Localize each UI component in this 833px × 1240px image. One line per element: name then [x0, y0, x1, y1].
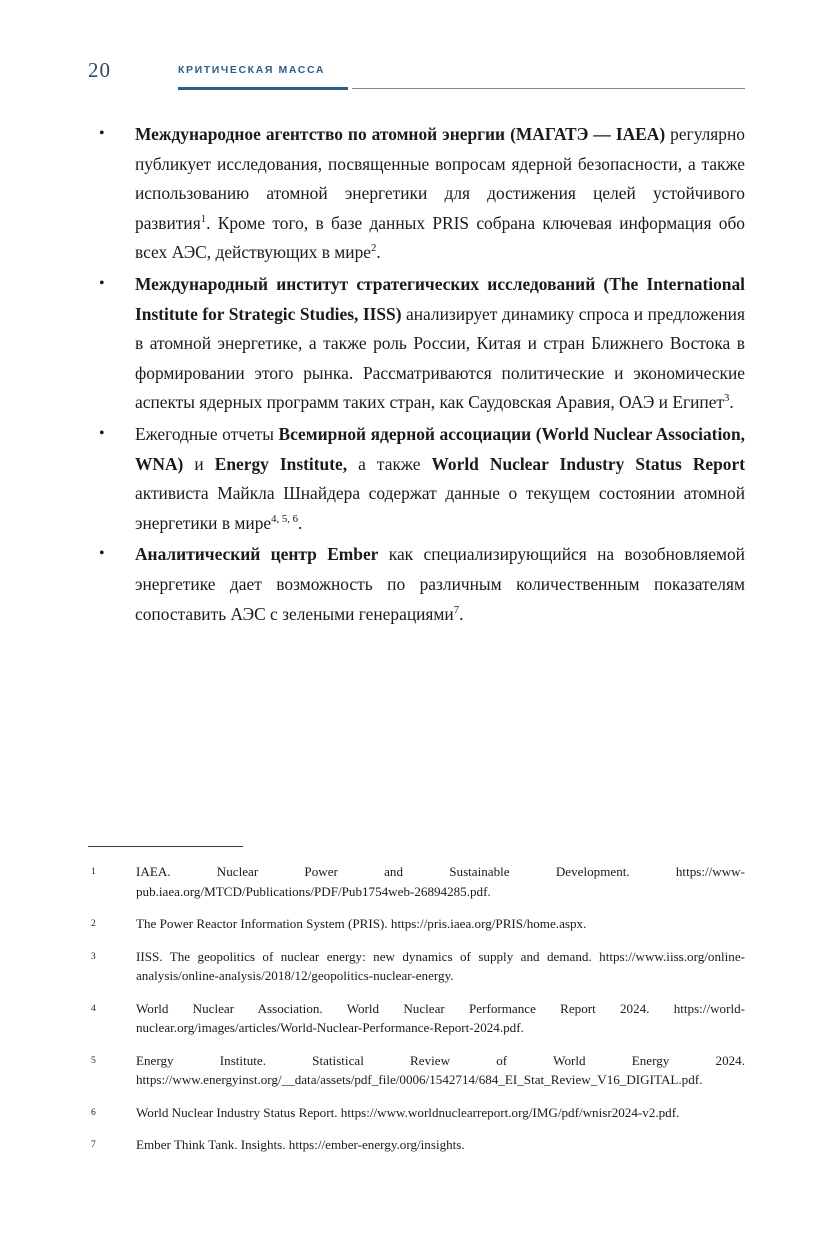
- list-item: • Ежегодные отчеты Всемирной ядерной ассоциации (World Nuclear Association, WNA) и Energy Institute, а также World Nuclear Industry Status Report активиста Майкла Шнайдера содержат данные о текущем состоянии атомной энергетики в мире$^{4, 5, 6}$.: [88, 420, 745, 538]
- footnote-text: The Power Reactor Information System (PRIS). https://pris.iaea.org/PRIS/home.aspx.: [136, 916, 587, 931]
- list-item: • Международный институт стратегических исследований (The International Institute for Strategic Studies, IISS) анализирует динамику спроса и предложения в атомной энергетике, а также роль России, Китая и стран Ближнего Востока в формировании этого рынка. Рассматриваются политические и экономические аспекты ядерных программ таких стран, как Саудовская Аравия, ОАЭ и Египет$^3$.: [88, 270, 745, 418]
- footnote-marker: 6: [91, 1107, 96, 1118]
- footnote-item: [88, 1051, 745, 1090]
- header-rule-accent: [178, 87, 348, 90]
- footnote-text: IAEA. Nuclear Power and Sustainable Development. https://www-pub.iaea.org/MTCD/Publications/PDF/Pub1754web-26894285.pdf.: [136, 864, 745, 899]
- footnote-text: IISS. The geopolitics of nuclear energy: new dynamics of supply and demand. https://www.iiss.org/online-analysis/online-analysis/2018/12/geopolitics-nuclear-energy.: [136, 948, 745, 983]
- footnote-marker: 2: [91, 919, 96, 929]
- header-rule-line: [352, 88, 745, 89]
- footnote-text: Ember Think Tank. Insights. https://ember-energy.org/insights.: [136, 1137, 465, 1152]
- running-title: КРИТИЧЕСКАЯ МАССА: [178, 64, 326, 76]
- page-header: [88, 58, 745, 92]
- main-content: [88, 120, 745, 631]
- footnote-list: [88, 862, 745, 1155]
- footnote-marker: 5: [91, 1055, 96, 1066]
- footnote-item: [88, 914, 745, 934]
- footnote-text: World Nuclear Industry Status Report. https://www.worldnuclearreport.org/IMG/pdf/wnisr2024-v2.pdf.: [136, 1104, 680, 1120]
- footnote-item: [88, 1135, 745, 1155]
- list-item: • Аналитический центр Ember как специализирующийся на возобновляемой энергетике дает возможность по различным количественным показателям сопоставить АЭС с зелеными генерациями$^7$.: [88, 540, 745, 629]
- bullet-list: [88, 120, 745, 629]
- footnote-marker: 7: [91, 1140, 96, 1150]
- footnote-item: [88, 1103, 745, 1123]
- footnote-marker: 4: [91, 1003, 96, 1014]
- footnote-item: [88, 947, 745, 986]
- footnote-text: Energy Institute. Statistical Review of World Energy 2024. https://www.energyinst.org/__data/assets/pdf_file/0006/1542714/684_EI_Stat_Review_V16_DIGITAL.pdf.: [136, 1052, 745, 1087]
- footnote-item: [88, 862, 745, 901]
- footnote-text: World Nuclear Association. World Nuclear Performance Report 2024. https://world-nuclear.org/images/articles/World-Nuclear-Performance-Report-2024.pdf.: [136, 1000, 745, 1035]
- footnote-marker: 1: [91, 867, 96, 877]
- footnote-item: [88, 999, 745, 1038]
- list-item: • Международное агентство по атомной энергии (МАГАТЭ — IAEA) регулярно публикует исследования, посвященные вопросам ядерной безопасности, а также использованию атомной энергетики для достижения целей устойчивого развития$^1$. Кроме того, в базе данных PRIS собрана ключевая информация обо всех АЭС, действующих в мире$^2$.: [88, 120, 745, 268]
- footnote-separator: [88, 846, 243, 847]
- page-number: 20: [88, 58, 111, 82]
- footnote-marker: 3: [91, 951, 96, 962]
